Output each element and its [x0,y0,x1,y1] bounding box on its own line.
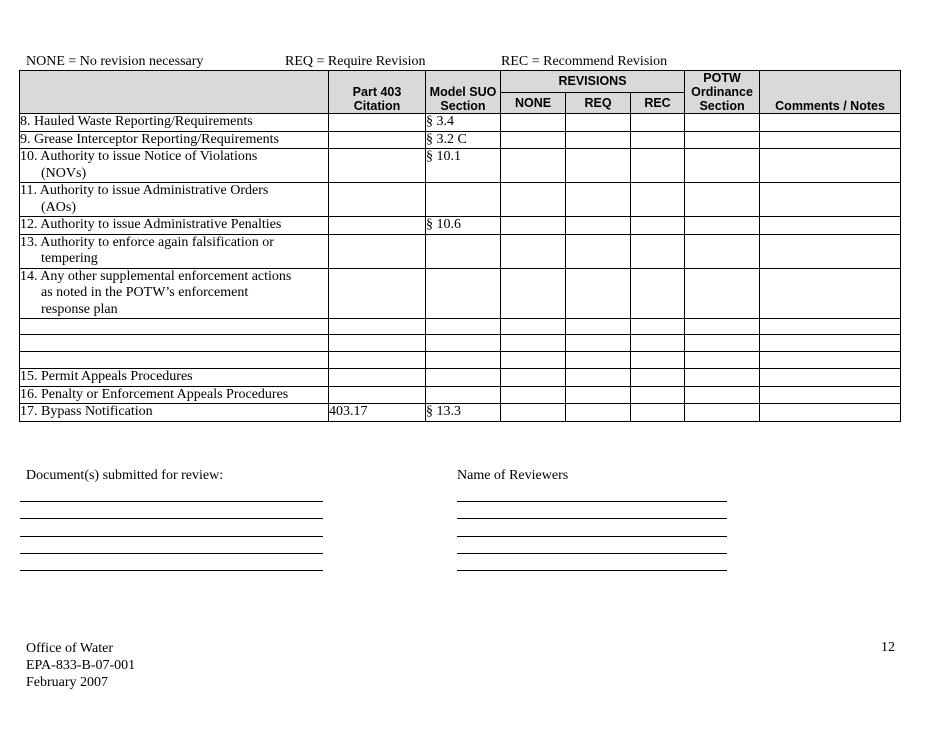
item-number: 15. [20,369,38,384]
reviewer-line[interactable] [457,536,727,537]
part403-citation-cell [329,335,426,352]
reviewer-line[interactable] [457,570,727,571]
req-cell[interactable] [566,234,631,268]
documents-line[interactable] [20,501,323,502]
rec-cell[interactable] [631,234,685,268]
item-cell [20,404,329,422]
header-model-suo-section: Model SUO Section [426,71,501,114]
header-comments-notes: Comments / Notes [760,71,901,114]
header-revisions: REVISIONS [501,71,685,93]
none-cell[interactable] [501,217,566,235]
table-row [20,217,901,235]
comments-cell[interactable] [760,335,901,352]
none-cell[interactable] [501,335,566,352]
req-cell[interactable] [566,217,631,235]
comments-cell[interactable] [760,234,901,268]
req-cell[interactable] [566,386,631,404]
rec-cell[interactable] [631,114,685,132]
part403-citation-cell [329,149,426,183]
rec-cell[interactable] [631,149,685,183]
table-row [20,183,901,217]
footer-doc-id: EPA-833-B-07-001 [26,658,136,673]
potw-ordinance-cell[interactable] [685,319,760,335]
table-row [20,149,901,183]
table-row [20,268,901,319]
part403-citation-cell [329,114,426,132]
header-item [20,71,329,114]
item-text-continued: (NOVs) [41,165,87,181]
model-suo-section-cell [426,183,501,217]
req-cell[interactable] [566,149,631,183]
reviewer-line[interactable] [457,553,727,554]
none-cell[interactable] [501,268,566,319]
comments-cell[interactable] [760,369,901,387]
req-cell[interactable] [566,319,631,335]
item-cell [20,369,329,387]
model-suo-section-cell: § 3.4 [426,114,501,132]
rec-cell[interactable] [631,404,685,422]
item-text: Grease Interceptor Reporting/Requirements [34,131,279,147]
model-suo-section-cell: § 10.1 [426,149,501,183]
none-cell[interactable] [501,386,566,404]
req-cell[interactable] [566,131,631,149]
item-number: 16. [20,386,38,402]
item-number: 13. [20,234,38,250]
rec-cell[interactable] [631,335,685,352]
item-cell [20,183,329,217]
legend-req: REQ = Require Revision [285,54,426,69]
req-cell[interactable] [566,404,631,422]
model-suo-section-cell [426,268,501,319]
table-row [20,404,901,422]
req-cell[interactable] [566,268,631,319]
comments-cell[interactable] [760,114,901,132]
model-suo-section-cell: § 10.6 [426,217,501,235]
item-cell [20,217,329,235]
part403-citation-cell [329,234,426,268]
comments-cell[interactable] [760,319,901,335]
item-text-continued: tempering [41,251,98,266]
reviewer-line[interactable] [457,518,727,519]
req-cell[interactable] [566,335,631,352]
model-suo-section-cell [426,234,501,268]
footer [26,640,135,691]
part403-citation-cell [329,131,426,149]
footer-office: Office of Water [26,641,113,656]
legend-rec: REC = Recommend Revision [501,54,668,69]
rec-cell[interactable] [631,183,685,217]
header-potw-ordinance-section: POTW Ordinance Section [685,71,760,114]
item-text: Bypass Notification [41,404,153,419]
model-suo-section-cell [426,352,501,369]
rec-cell[interactable] [631,268,685,319]
item-text: Penalty or Enforcement Appeals Procedures [41,386,289,402]
model-suo-section-cell: § 13.3 [426,404,501,422]
none-cell[interactable] [501,183,566,217]
part403-citation-cell: 403.17 [329,404,426,422]
none-cell[interactable] [501,131,566,149]
potw-ordinance-cell[interactable] [685,217,760,235]
req-cell[interactable] [566,352,631,369]
legend-none: NONE = No revision necessary [26,54,204,69]
potw-ordinance-cell[interactable] [685,234,760,268]
item-cell [20,352,329,369]
documents-line[interactable] [20,536,323,537]
table-row [20,234,901,268]
potw-ordinance-cell[interactable] [685,386,760,404]
documents-line[interactable] [20,553,323,554]
part403-citation-cell [329,319,426,335]
comments-cell[interactable] [760,268,901,319]
model-suo-section-cell [426,319,501,335]
rec-cell[interactable] [631,352,685,369]
none-cell[interactable] [501,352,566,369]
item-number: 12. [20,217,38,232]
part403-citation-cell [329,183,426,217]
comments-cell[interactable] [760,183,901,217]
table-row [20,131,901,149]
item-cell [20,149,329,183]
part403-citation-cell [329,386,426,404]
page-number: 12 [881,640,895,655]
comments-cell[interactable] [760,386,901,404]
item-cell [20,386,329,404]
item-text: Any other supplemental enforcement actions [40,268,292,284]
item-number: 14. [20,268,38,284]
table-row [20,352,901,369]
item-text-continued: as noted in the POTW’s enforcement [41,285,249,300]
potw-ordinance-cell[interactable] [685,183,760,217]
item-cell [20,234,329,268]
req-cell[interactable] [566,114,631,132]
review-checklist-table [19,70,901,422]
table-row [20,369,901,387]
rec-cell[interactable] [631,386,685,404]
reviewers-label: Name of Reviewers [457,468,569,483]
table-row [20,386,901,404]
none-cell[interactable] [501,234,566,268]
header-none: NONE [501,92,566,114]
part403-citation-cell [329,369,426,387]
reviewer-line[interactable] [457,501,727,502]
item-text: Hauled Waste Reporting/Requirements [34,114,253,129]
header-part403-citation: Part 403 Citation [329,71,426,114]
item-text: Authority to issue Notice of Violations [40,149,258,164]
potw-ordinance-cell[interactable] [685,335,760,352]
rec-cell[interactable] [631,319,685,335]
comments-cell[interactable] [760,217,901,235]
comments-cell[interactable] [760,149,901,183]
potw-ordinance-cell[interactable] [685,369,760,387]
req-cell[interactable] [566,183,631,217]
item-cell [20,131,329,149]
model-suo-section-cell [426,369,501,387]
item-text: Permit Appeals Procedures [41,369,193,384]
documents-submitted-label: Document(s) submitted for review: [26,468,224,483]
potw-ordinance-cell[interactable] [685,404,760,422]
item-number: 17. [20,404,38,419]
item-cell [20,335,329,352]
item-number: 8. [20,114,31,129]
item-number: 11. [20,183,37,198]
model-suo-section-cell: § 3.2 C [426,131,501,149]
req-cell[interactable] [566,369,631,387]
table-row [20,319,901,335]
rec-cell[interactable] [631,131,685,149]
model-suo-section-cell [426,386,501,404]
item-text-continued: response plan [41,301,118,317]
item-cell [20,114,329,132]
potw-ordinance-cell[interactable] [685,352,760,369]
footer-date: February 2007 [26,675,109,690]
item-number: 10. [20,149,38,164]
comments-cell[interactable] [760,404,901,422]
none-cell[interactable] [501,369,566,387]
part403-citation-cell [329,268,426,319]
potw-ordinance-cell[interactable] [685,149,760,183]
item-text: Authority to issue Administrative Orders [39,183,269,198]
table-row [20,335,901,352]
item-number: 9. [20,131,31,147]
table-row [20,114,901,132]
header-req: REQ [566,92,631,114]
item-cell [20,319,329,335]
rec-cell[interactable] [631,369,685,387]
potw-ordinance-cell[interactable] [685,268,760,319]
documents-line[interactable] [20,570,323,571]
comments-cell[interactable] [760,131,901,149]
potw-ordinance-cell[interactable] [685,131,760,149]
potw-ordinance-cell[interactable] [685,114,760,132]
none-cell[interactable] [501,114,566,132]
none-cell[interactable] [501,404,566,422]
none-cell[interactable] [501,319,566,335]
none-cell[interactable] [501,149,566,183]
comments-cell[interactable] [760,352,901,369]
header-rec: REC [631,92,685,114]
item-text-continued: (AOs) [41,199,76,215]
part403-citation-cell [329,352,426,369]
part403-citation-cell [329,217,426,235]
item-cell [20,268,329,319]
item-text: Authority to enforce again falsification or [40,234,274,250]
item-text: Authority to issue Administrative Penalties [40,217,282,232]
model-suo-section-cell [426,335,501,352]
rec-cell[interactable] [631,217,685,235]
documents-line[interactable] [20,518,323,519]
